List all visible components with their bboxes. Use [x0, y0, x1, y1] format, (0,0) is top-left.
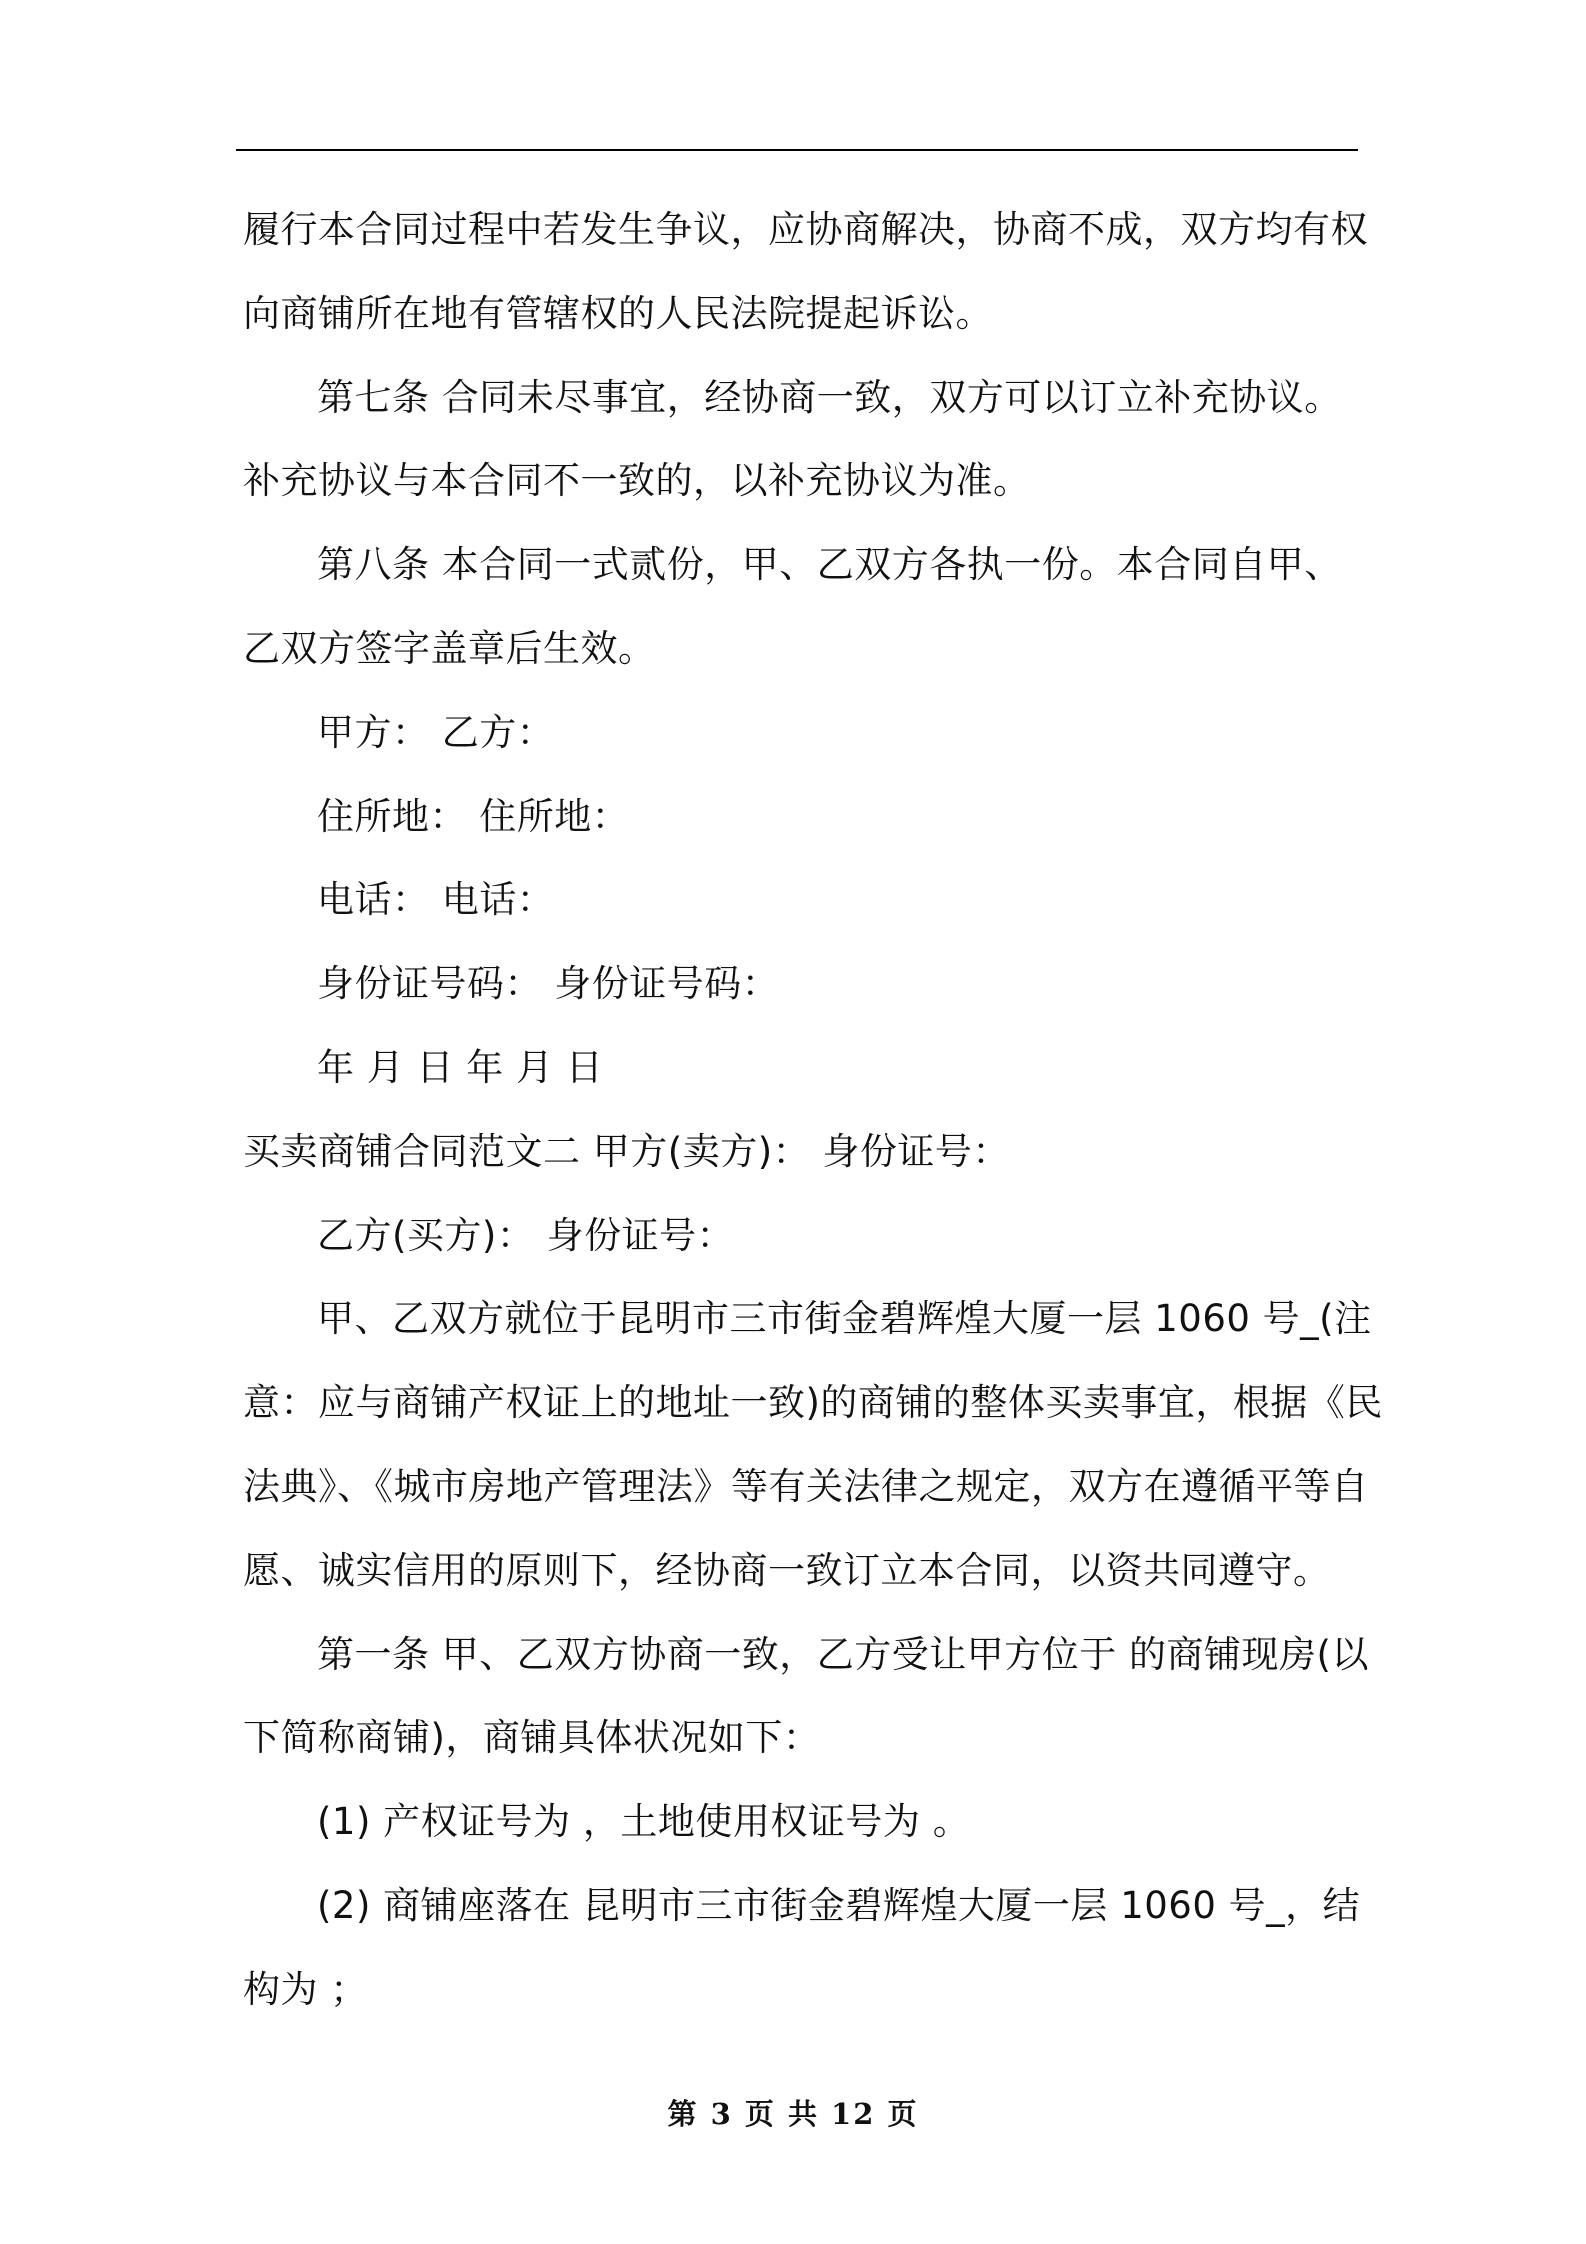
text-line-preamble: 甲、乙双方就位于昆明市三市街金碧辉煌大厦一层 1060 号_(注	[317, 1297, 1372, 1341]
text-line-article-7: 第七条 合同未尽事宜，经协商一致，双方可以订立补充协议。	[317, 375, 1342, 419]
text-line: 乙双方签字盖章后生效。	[243, 626, 656, 670]
section-title-line: 买卖商铺合同范文二 甲方(卖方)： 身份证号：	[243, 1129, 1010, 1173]
page-number-footer: 第 3 页 共 12 页	[667, 2097, 919, 2131]
header-rule	[236, 149, 1358, 151]
text-line: 意：应与商铺产权证上的地址一致)的商铺的整体买卖事宜，根据《民	[243, 1381, 1383, 1425]
text-line: 向商铺所在地有管辖权的人民法院提起诉讼。	[243, 291, 993, 335]
signature-address-line: 住所地： 住所地：	[317, 794, 630, 838]
text-line-article-1: 第一条 甲、乙双方协商一致，乙方受让甲方位于 的商铺现房(以	[317, 1632, 1369, 1676]
text-line: 履行本合同过程中若发生争议，应协商解决，协商不成，双方均有权	[243, 208, 1368, 251]
text-line: 下简称商铺)，商铺具体状况如下：	[243, 1716, 821, 1760]
text-line-article-8: 第八条 本合同一式贰份，甲、乙双方各执一份。本合同自甲、	[317, 543, 1342, 587]
list-item-2: (2) 商铺座落在 昆明市三市街金碧辉煌大厦一层 1060 号_，结	[317, 1883, 1361, 1927]
document-body	[243, 188, 1383, 2032]
buyer-line: 乙方(买方)： 身份证号：	[317, 1213, 735, 1257]
text-line: 愿、诚实信用的原则下，经协商一致订立本合同，以资共同遵守。	[243, 1548, 1331, 1592]
signature-id-line: 身份证号码： 身份证号码：	[317, 962, 780, 1006]
text-line: 补充协议与本合同不一致的，以补充协议为准。	[243, 459, 1031, 503]
text-line: 法典》、《城市房地产管理法》等有关法律之规定，双方在遵循平等自	[243, 1464, 1369, 1508]
signature-party-line: 甲方： 乙方：	[317, 710, 555, 754]
signature-phone-line: 电话： 电话：	[317, 878, 555, 922]
list-item-1: (1) 产权证号为 ，土地使用权证号为 。	[317, 1800, 971, 1844]
signature-date-line: 年 月 日 年 月 日	[317, 1045, 604, 1089]
text-line: 构为 ；	[243, 1967, 368, 2011]
